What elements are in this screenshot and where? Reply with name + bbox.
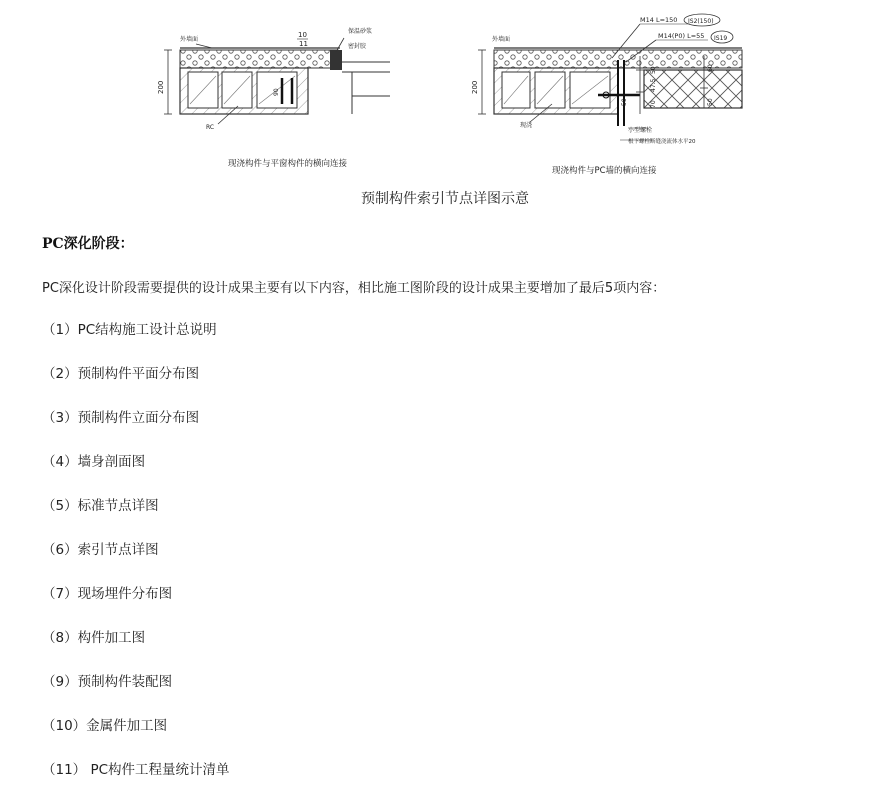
detail-drawing-figure [0, 0, 890, 215]
right-dim-e: 60 [707, 64, 714, 72]
list-item: （3）预制构件立面分布图 [42, 410, 200, 426]
right-drawing-caption: 现浇构件与PC墙的横向连接 [552, 166, 657, 176]
list-item: （6）索引节点详图 [42, 542, 159, 558]
right-detail-drawing [471, 14, 742, 176]
list-item: （10）金属件加工图 [42, 718, 168, 734]
list-item: （9）预制构件装配图 [42, 674, 173, 690]
deliverables-list [42, 321, 230, 805]
cad-drawings [0, 0, 890, 185]
left-drawing-caption: 现浇构件与平窗构件的横向连接 [228, 159, 348, 169]
right-note-bolt: 小型螺栓 [628, 127, 653, 134]
list-item: （5）标准节点详图 [42, 498, 159, 514]
right-dim-a: 50 [650, 66, 657, 74]
right-dim-c: 70 [650, 100, 657, 108]
right-note-grout: 根下螺栓断缝浇流体水平20 [628, 139, 696, 145]
left-dim-inner: 90 [273, 88, 280, 96]
right-bolt2-tag: IS19 [714, 35, 728, 42]
right-dim-d: 50 [621, 98, 628, 106]
list-item: （8）构件加工图 [42, 630, 146, 646]
list-item: （4）墙身剖面图 [42, 454, 146, 470]
section-intro: PC深化设计阶段需要提供的设计成果主要有以下内容，相比施工图阶段的设计成果主要增加了最后5项内容： [42, 281, 666, 296]
right-bolt1-label: M14 L=150 [640, 16, 678, 24]
right-dim-f: 50 [707, 98, 714, 106]
list-item: （11） PC构件工程量统计清单 [42, 762, 230, 778]
left-dim-height: 200 [157, 80, 165, 94]
left-detail-drawing [157, 27, 390, 169]
right-dim-height: 200 [471, 80, 479, 94]
right-bolt2-label: M14(P0) L=55 [658, 32, 705, 40]
left-note-mortar: 保温砂浆 [348, 28, 373, 35]
left-fraction-top: 10 [298, 31, 307, 39]
right-dim-b: 47.5 [650, 78, 657, 92]
left-fraction-bottom: 11 [299, 40, 308, 48]
list-item: （1）PC结构施工设计总说明 [42, 322, 217, 338]
left-insulation-label: 外墙面 [180, 36, 199, 43]
right-insulation-label: 外墙面 [492, 36, 511, 43]
figure-caption: 预制构件索引节点详图示意 [361, 191, 529, 207]
section-heading: PC深化阶段： [42, 236, 134, 252]
right-bolt1-tag: IS2(150) [688, 18, 714, 25]
list-item: （2）预制构件平面分布图 [42, 366, 200, 382]
list-item: （7）现场埋件分布图 [42, 586, 173, 602]
right-cast-label: 现浇 [520, 122, 533, 129]
left-rc-label: RC [206, 124, 215, 131]
left-note-sealant: 密封胶 [348, 43, 367, 50]
